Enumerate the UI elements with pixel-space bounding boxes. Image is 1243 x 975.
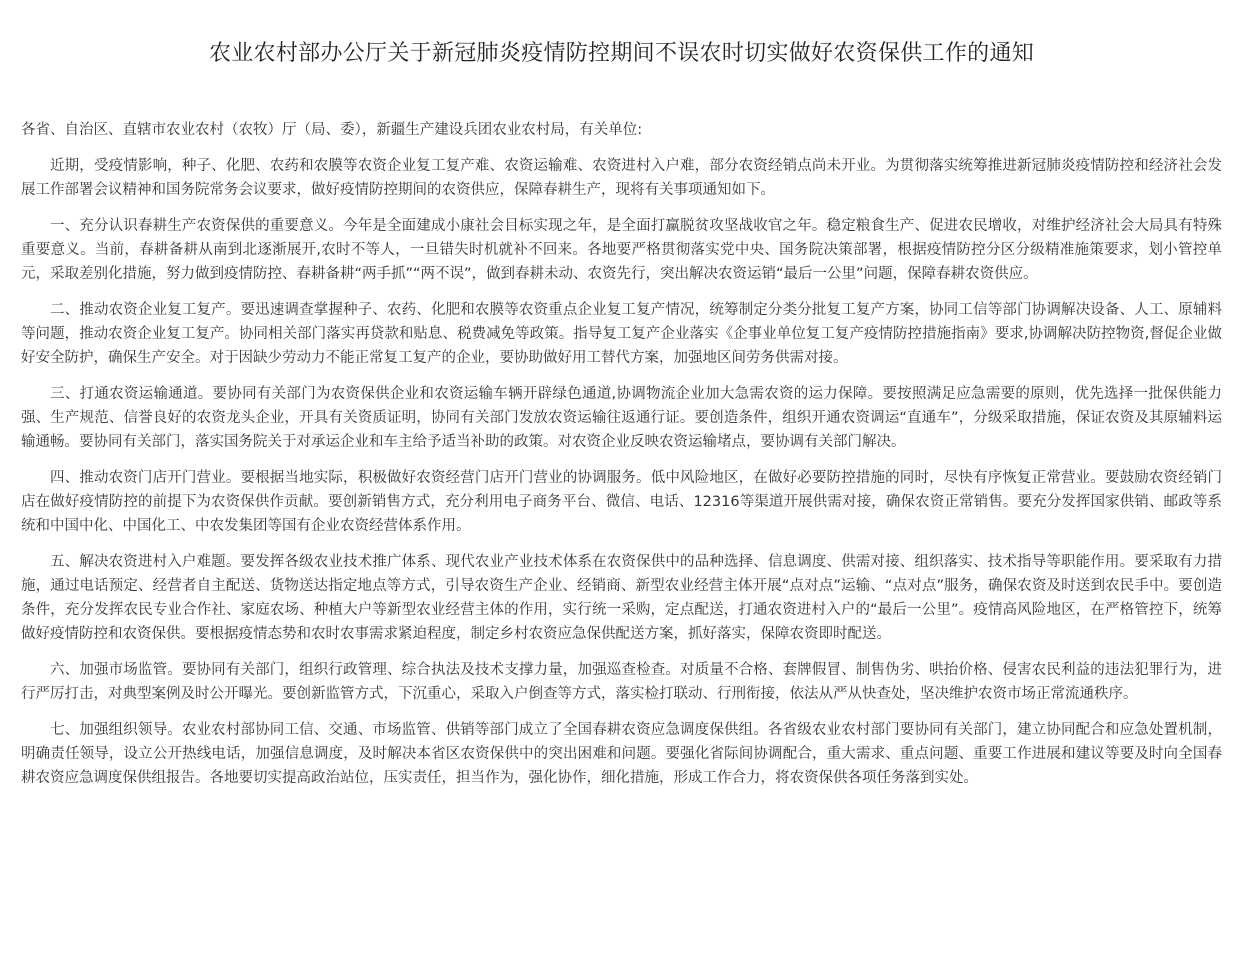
paragraph-intro: 近期，受疫情影响，种子、化肥、农药和农膜等农资企业复工复产难、农资运输难、农资进村入户难，部分农资经销点尚未开业。为贯彻落实统筹推进新冠肺炎疫情防控和经济社会发展工作部署会议精神和国务院常务会议要求，做好疫情防控期间的农资供应，保障春耕生产，现将有关事项通知如下。 <box>21 158 1222 198</box>
paragraph-section-1: 一、充分认识春耕生产农资保供的重要意义。今年是全面建成小康社会目标实现之年，是全面打赢脱贫攻坚战收官之年。稳定粮食生产、促进农民增收，对维护经济社会大局具有特殊重要意义。当前，春耕备耕从南到北逐渐展开,农时不等人，一旦错失时机就补不回来。各地要严格贯彻落实党中央、国务院决策部署，根据疫情防控分区分级精准施策要求，划小管控单元，采取差别化措施，努力做到疫情防控、春耕备耕“两手抓”“两不误”，做到春耕未动、农资先行，突出解决农资运销“最后一公里”问题，保障春耕农资供应。 <box>21 218 1222 282</box>
paragraph-section-6: 六、加强市场监管。要协同有关部门，组织行政管理、综合执法及技术支撑力量，加强巡查检查。对质量不合格、套牌假冒、制售伪劣、哄抬价格、侵害农民利益的违法犯罪行为，进行严厉打击，对典型案例及时公开曝光。要创新监管方式，下沉重心，采取入户倒查等方式，落实检打联动、行刑衔接，依法从严从快查处，坚决维护农资市场正常流通秩序。 <box>21 662 1222 702</box>
paragraph-section-7: 七、加强组织领导。农业农村部协同工信、交通、市场监管、供销等部门成立了全国春耕农资应急调度保供组。各省级农业农村部门要协同有关部门，建立协同配合和应急处置机制，明确责任领导，设立公开热线电话，加强信息调度，及时解决本省区农资保供中的突出困难和问题。要强化省际间协调配合，重大需求、重点问题、重要工作进展和建议等要及时向全国春耕农资应急调度保供组报告。各地要切实提高政治站位，压实责任，担当作为，强化协作，细化措施，形成工作合力，将农资保供各项任务落到实处。 <box>21 722 1222 786</box>
salutation: 各省、自治区、直辖市农业农村（农牧）厅（局、委），新疆生产建设兵团农业农村局，有关单位: <box>21 122 643 138</box>
page-title: 农业农村部办公厅关于新冠肺炎疫情防控期间不误农时切实做好农资保供工作的通知 <box>208 41 1035 66</box>
paragraph-section-3: 三、打通农资运输通道。要协同有关部门为农资保供企业和农资运输车辆开辟绿色通道,协调物流企业加大急需农资的运力保障。要按照满足应急需要的原则，优先选择一批保供能力强、生产规范、信誉良好的农资龙头企业，开具有关资质证明，协同有关部门发放农资运输往返通行证。要创造条件，组织开通农资调运“直通车”，分级采取措施，保证农资及其原辅料运输通畅。要协同有关部门，落实国务院关于对承运企业和车主给予适当补助的政策。对农资企业反映农资运输堵点，要协调有关部门解决。 <box>21 386 1222 450</box>
paragraph-section-2: 二、推动农资企业复工复产。要迅速调查掌握种子、农药、化肥和农膜等农资重点企业复工复产情况，统筹制定分类分批复工复产方案，协同工信等部门协调解决设备、人工、原辅料等问题，推动农资企业复工复产。协同相关部门落实再贷款和贴息、税费减免等政策。指导复工复产企业落实《企事业单位复工复产疫情防控措施指南》要求,协调解决防控物资,督促企业做好安全防护，确保生产安全。对于因缺少劳动力不能正常复工复产的企业，要协助做好用工替代方案，加强地区间劳务供需对接。 <box>21 302 1222 366</box>
paragraph-section-4: 四、推动农资门店开门营业。要根据当地实际，积极做好农资经营门店开门营业的协调服务。低中风险地区，在做好必要防控措施的同时，尽快有序恢复正常营业。要鼓励农资经销门店在做好疫情防控的前提下为农资保供作贡献。要创新销售方式，充分利用电子商务平台、微信、电话、12316等渠道开展供需对接，确保农资正常销售。要充分发挥国家供销、邮政等系统和中国中化、中国化工、中农发集团等国有企业农资经营体系作用。 <box>21 470 1222 534</box>
paragraph-section-5: 五、解决农资进村入户难题。要发挥各级农业技术推广体系、现代农业产业技术体系在农资保供中的品种选择、信息调度、供需对接、组织落实、技术指导等职能作用。要采取有力措施，通过电话预定、经营者自主配送、货物送达指定地点等方式，引导农资生产企业、经销商、新型农业经营主体开展“点对点”运输、“点对点”服务，确保农资及时送到农民手中。要创造条件，充分发挥农民专业合作社、家庭农场、种植大户等新型农业经营主体的作用，实行统一采购，定点配送，打通农资进村入户的“最后一公里”。疫情高风险地区，在严格管控下，统筹做好疫情防控和农资保供。要根据疫情态势和农时农事需求紧迫程度，制定乡村农资应急保供配送方案，抓好落实，保障农资即时配送。 <box>21 554 1222 642</box>
